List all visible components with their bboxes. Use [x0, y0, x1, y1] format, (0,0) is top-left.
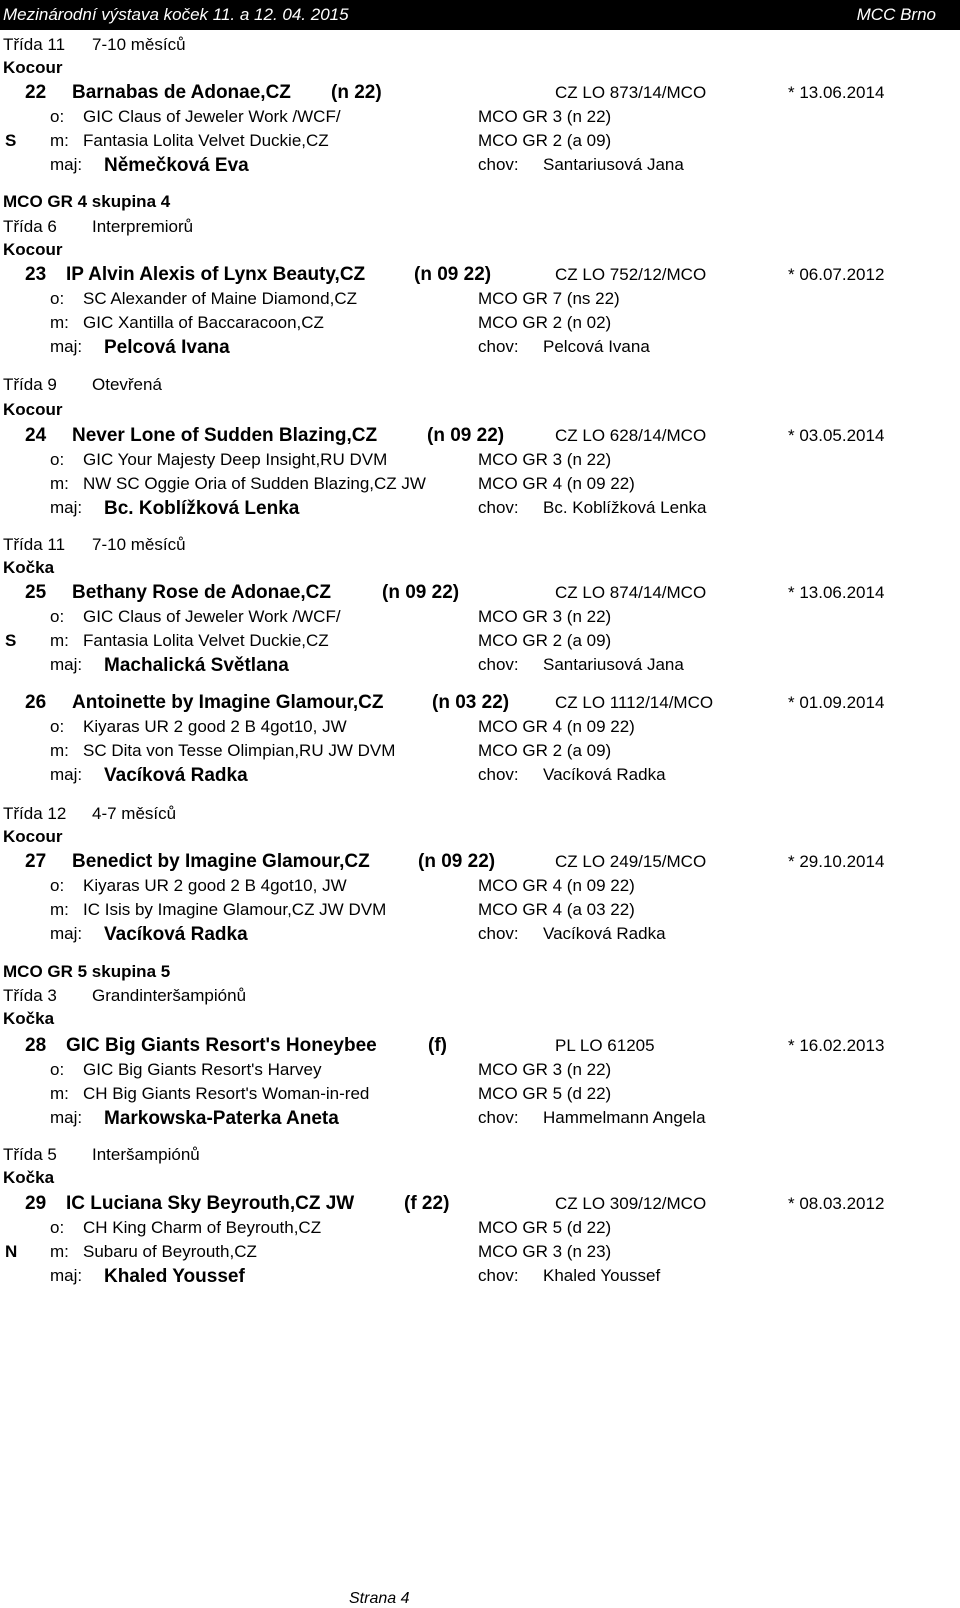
cat-name: Never Lone of Sudden Blazing,CZ	[72, 425, 378, 446]
sire-ems: MCO GR 3 (n 22)	[478, 1060, 612, 1079]
sex-heading: Kočka	[3, 1009, 55, 1028]
sire-ems: MCO GR 3 (n 22)	[478, 450, 612, 469]
class-number: Třída 5	[3, 1145, 57, 1164]
breeder-name: Santariusová Jana	[543, 655, 684, 674]
dam-name: Subaru of Beyrouth,CZ	[83, 1242, 257, 1261]
owner-label: maj:	[50, 765, 83, 784]
class-name: Interpremiorů	[92, 217, 194, 236]
birth-date: * 29.10.2014	[788, 852, 885, 871]
ems-code: (f 22)	[404, 1193, 450, 1214]
owner-name: Pelcová Ivana	[104, 337, 230, 358]
sire-name: Kiyaras UR 2 good 2 B 4got10, JW	[83, 876, 347, 895]
owner-name: Němečková Eva	[104, 155, 249, 176]
page-number: Strana 4	[349, 1590, 410, 1607]
dam-name: CH Big Giants Resort's Woman-in-red	[83, 1084, 370, 1103]
owner-label: maj:	[50, 1108, 83, 1127]
owner-name: Markowska-Paterka Aneta	[104, 1108, 339, 1129]
ems-code: (n 09 22)	[418, 851, 496, 872]
dam-label: m:	[50, 474, 69, 493]
dam-ems: MCO GR 4 (n 09 22)	[478, 474, 635, 493]
ems-code: (n 03 22)	[432, 692, 510, 713]
cat-name: Antoinette by Imagine Glamour,CZ	[72, 692, 384, 713]
page-header	[0, 0, 960, 30]
sex-heading: Kocour	[3, 400, 63, 419]
class-number: Třída 11	[3, 35, 66, 54]
sex-heading: Kočka	[3, 1168, 55, 1187]
sire-label: o:	[50, 1218, 65, 1237]
breeder-label: chov:	[478, 765, 519, 784]
sex-heading: Kocour	[3, 827, 63, 846]
breeder-name: Hammelmann Angela	[543, 1108, 706, 1127]
sire-name: SC Alexander of Maine Diamond,CZ	[83, 289, 358, 308]
cat-name: GIC Big Giants Resort's Honeybee	[66, 1035, 377, 1056]
group-heading: MCO GR 4 skupina 4	[3, 192, 171, 211]
owner-name: Vacíková Radka	[104, 924, 248, 945]
registration-number: CZ LO 752/12/MCO	[555, 265, 707, 284]
breeder-name: Vacíková Radka	[543, 765, 666, 784]
cat-name: Barnabas de Adonae,CZ	[72, 82, 291, 103]
dam-name: Fantasia Lolita Velvet Duckie,CZ	[83, 131, 329, 150]
ems-code: (n 09 22)	[382, 582, 460, 603]
sire-label: o:	[50, 876, 65, 895]
breeder-name: Pelcová Ivana	[543, 337, 650, 356]
dam-label: m:	[50, 900, 69, 919]
class-name: Interšampiónů	[92, 1145, 200, 1164]
registration-number: PL LO 61205	[555, 1036, 655, 1055]
entry-mark: N	[5, 1242, 18, 1261]
class-number: Třída 3	[3, 986, 57, 1005]
registration-number: CZ LO 874/14/MCO	[555, 583, 707, 602]
catalog-number: 25	[25, 582, 47, 603]
sex-heading: Kocour	[3, 58, 63, 77]
dam-ems: MCO GR 2 (a 09)	[478, 741, 612, 760]
dam-label: m:	[50, 1084, 69, 1103]
breeder-label: chov:	[478, 655, 519, 674]
sex-heading: Kočka	[3, 558, 55, 577]
cat-name: Bethany Rose de Adonae,CZ	[72, 582, 332, 603]
dam-label: m:	[50, 631, 69, 650]
birth-date: * 06.07.2012	[788, 265, 885, 284]
ems-code: (n 22)	[331, 82, 382, 103]
sire-label: o:	[50, 107, 65, 126]
sire-label: o:	[50, 717, 65, 736]
birth-date: * 03.05.2014	[788, 426, 885, 445]
owner-label: maj:	[50, 155, 83, 174]
sire-name: GIC Big Giants Resort's Harvey	[83, 1060, 322, 1079]
owner-name: Machalická Světlana	[104, 655, 289, 676]
dam-label: m:	[50, 313, 69, 332]
owner-label: maj:	[50, 498, 83, 517]
catalog-number: 24	[25, 425, 47, 446]
registration-number: CZ LO 1112/14/MCO	[555, 693, 714, 712]
birth-date: * 13.06.2014	[788, 83, 885, 102]
sire-ems: MCO GR 4 (n 09 22)	[478, 717, 635, 736]
birth-date: * 08.03.2012	[788, 1194, 885, 1213]
class-number: Třída 11	[3, 535, 66, 554]
sire-ems: MCO GR 3 (n 22)	[478, 107, 612, 126]
sex-heading: Kocour	[3, 240, 63, 259]
dam-name: IC Isis by Imagine Glamour,CZ JW DVM	[83, 900, 387, 919]
birth-date: * 16.02.2013	[788, 1036, 885, 1055]
ems-code: (n 09 22)	[427, 425, 505, 446]
ems-code: (f)	[428, 1035, 447, 1056]
owner-name: Khaled Youssef	[104, 1266, 245, 1287]
sire-name: GIC Claus of Jeweler Work /WCF/	[83, 607, 341, 626]
dam-name: SC Dita von Tesse Olimpian,RU JW DVM	[83, 741, 396, 760]
owner-label: maj:	[50, 655, 83, 674]
dam-ems: MCO GR 2 (a 09)	[478, 631, 612, 650]
dam-label: m:	[50, 131, 69, 150]
sire-name: GIC Your Majesty Deep Insight,RU DVM	[83, 450, 388, 469]
dam-name: NW SC Oggie Oria of Sudden Blazing,CZ JW	[83, 474, 426, 493]
club-name: MCC Brno	[856, 5, 936, 24]
breeder-name: Bc. Koblížková Lenka	[543, 498, 707, 517]
class-name: Grandinteršampiónů	[92, 986, 247, 1005]
breeder-label: chov:	[478, 498, 519, 517]
breeder-label: chov:	[478, 337, 519, 356]
breeder-label: chov:	[478, 1266, 519, 1285]
breeder-name: Santariusová Jana	[543, 155, 684, 174]
exhibition-title: Mezinárodní výstava koček 11. a 12. 04. 2015	[3, 5, 349, 24]
catalog-number: 26	[25, 692, 47, 713]
cat-name: IC Luciana Sky Beyrouth,CZ JW	[66, 1193, 355, 1214]
sire-ems: MCO GR 3 (n 22)	[478, 607, 612, 626]
dam-ems: MCO GR 4 (a 03 22)	[478, 900, 635, 919]
sire-ems: MCO GR 4 (n 09 22)	[478, 876, 635, 895]
catalog-number: 22	[25, 82, 47, 103]
sire-ems: MCO GR 5 (d 22)	[478, 1218, 612, 1237]
registration-number: CZ LO 309/12/MCO	[555, 1194, 707, 1213]
class-number: Třída 12	[3, 804, 67, 823]
dam-ems: MCO GR 2 (a 09)	[478, 131, 612, 150]
owner-label: maj:	[50, 1266, 83, 1285]
class-name: 4-7 měsíců	[92, 804, 177, 823]
dam-ems: MCO GR 5 (d 22)	[478, 1084, 612, 1103]
dam-label: m:	[50, 1242, 69, 1261]
class-name: Otevřená	[92, 375, 162, 394]
birth-date: * 13.06.2014	[788, 583, 885, 602]
registration-number: CZ LO 873/14/MCO	[555, 83, 707, 102]
breeder-name: Khaled Youssef	[543, 1266, 661, 1285]
catalog-number: 27	[25, 851, 47, 872]
breeder-label: chov:	[478, 155, 519, 174]
sire-name: GIC Claus of Jeweler Work /WCF/	[83, 107, 341, 126]
birth-date: * 01.09.2014	[788, 693, 885, 712]
sire-label: o:	[50, 289, 65, 308]
catalog-number: 29	[25, 1193, 47, 1214]
dam-name: Fantasia Lolita Velvet Duckie,CZ	[83, 631, 329, 650]
registration-number: CZ LO 249/15/MCO	[555, 852, 707, 871]
cat-name: Benedict by Imagine Glamour,CZ	[72, 851, 370, 872]
dam-name: GIC Xantilla of Baccaracoon,CZ	[83, 313, 324, 332]
class-name: 7-10 měsíců	[92, 35, 186, 54]
sire-label: o:	[50, 607, 65, 626]
entry-mark: S	[5, 131, 17, 150]
catalog-number: 23	[25, 264, 47, 285]
sire-label: o:	[50, 450, 65, 469]
owner-label: maj:	[50, 924, 83, 943]
registration-number: CZ LO 628/14/MCO	[555, 426, 707, 445]
dam-ems: MCO GR 3 (n 23)	[478, 1242, 612, 1261]
breeder-name: Vacíková Radka	[543, 924, 666, 943]
ems-code: (n 09 22)	[414, 264, 492, 285]
sire-ems: MCO GR 7 (ns 22)	[478, 289, 620, 308]
sire-name: CH King Charm of Beyrouth,CZ	[83, 1218, 322, 1237]
class-number: Třída 9	[3, 375, 57, 394]
class-name: 7-10 měsíců	[92, 535, 186, 554]
class-number: Třída 6	[3, 217, 57, 236]
dam-ems: MCO GR 2 (n 02)	[478, 313, 612, 332]
sire-name: Kiyaras UR 2 good 2 B 4got10, JW	[83, 717, 347, 736]
group-heading: MCO GR 5 skupina 5	[3, 962, 171, 981]
breeder-label: chov:	[478, 1108, 519, 1127]
owner-label: maj:	[50, 337, 83, 356]
owner-name: Bc. Koblížková Lenka	[104, 498, 300, 519]
breeder-label: chov:	[478, 924, 519, 943]
dam-label: m:	[50, 741, 69, 760]
cat-name: IP Alvin Alexis of Lynx Beauty,CZ	[66, 264, 366, 285]
catalog-number: 28	[25, 1035, 47, 1056]
sire-label: o:	[50, 1060, 65, 1079]
owner-name: Vacíková Radka	[104, 765, 248, 786]
entry-mark: S	[5, 631, 17, 650]
